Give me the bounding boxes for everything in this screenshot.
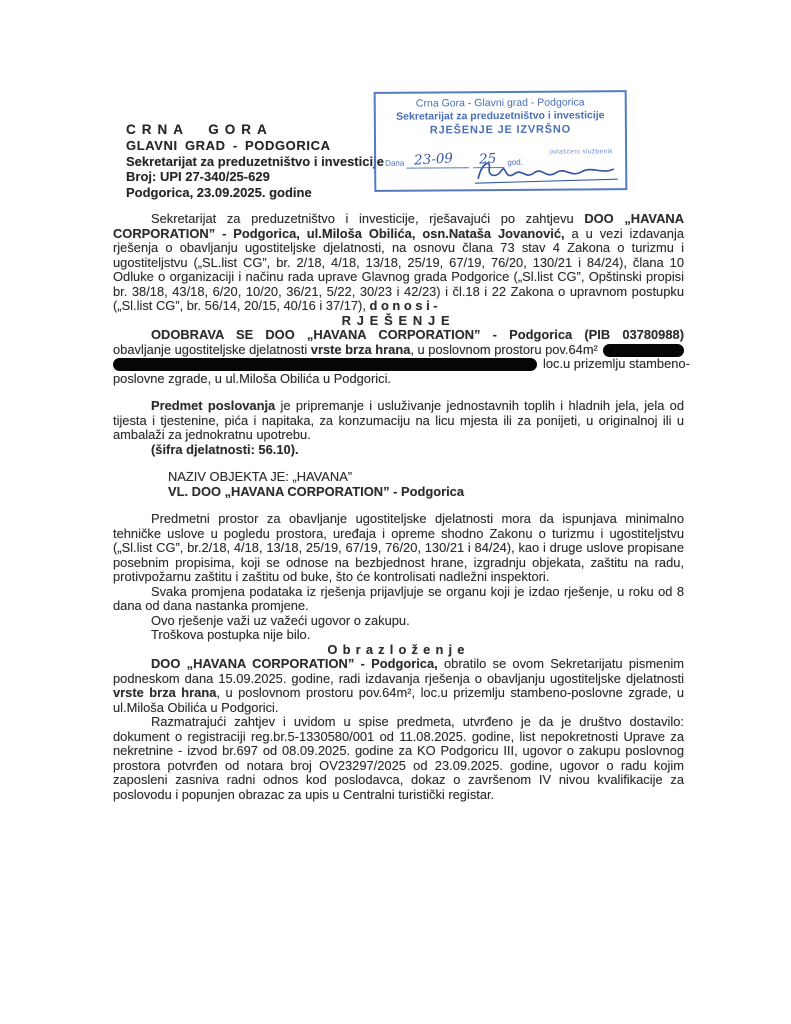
approval-line-3: [113, 356, 690, 372]
intro-paragraph: [113, 212, 684, 314]
stamp-date-label: Dana: [385, 158, 405, 168]
activity-code-line: (šifra djelatnosti: 56.10).: [151, 441, 299, 457]
stamp-executed-text: RJEŠENJE JE IZVRŠNO: [429, 123, 572, 137]
letterhead: [126, 122, 384, 201]
approval-location-text: loc.u prizemlju stambeno-: [543, 356, 690, 371]
decision-heading: RJEŠENJE: [341, 312, 456, 328]
letterhead-city: GLAVNI GRAD - PODGORICA: [126, 137, 331, 153]
letterhead-country: CRNA GORA: [126, 122, 273, 137]
explanation-heading: Obrazloženje: [327, 641, 470, 657]
redaction-bar-1: [603, 344, 684, 357]
object-name-line: NAZIV OBJEKTA JE: „HAVANA”: [168, 469, 353, 484]
costs-line: Troškova postupka nije bilo.: [151, 627, 311, 642]
intro-text-1: Sekretarijat za preduzetništvo i investicije, rješavajući po zahtjevu: [151, 211, 585, 226]
approval-line-4: poslovne zgrade, u ul.Miloša Obilića u Podgorici.: [113, 370, 392, 386]
stamp-handwritten-year: 25: [478, 150, 497, 168]
intro-company-bold: DOO „HAVANA CORPORATION” - Podgorica, ul.Miloša Obilića, osn.Nataša Jovanović,: [113, 211, 685, 241]
subject-lead-bold: Predmet poslovanja: [151, 398, 276, 413]
stamp-department-line: Sekretarijat za preduzetništvo i investicije: [396, 109, 605, 123]
letterhead-case-number: Broj: UPI 27-340/25-629: [126, 169, 270, 185]
document-body: [113, 211, 690, 802]
explanation-company-bold: DOO „HAVANA CORPORATION” - Podgorica,: [151, 656, 438, 671]
explanation-paragraph-1: [113, 657, 684, 715]
approval-fastfood-bold: vrste brza hrana: [310, 341, 411, 357]
letterhead-department: Sekretarijat za preduzetništvo i investicije: [126, 153, 384, 169]
approval-text-area: , u poslovnom prostoru pov.64m²: [410, 341, 598, 357]
explanation-fastfood-bold: vrste brza hrana: [113, 685, 217, 700]
executed-stamp: [374, 90, 628, 192]
approval-paragraph: [113, 327, 690, 386]
owner-line: VL. DOO „HAVANA CORPORATION” - Podgorica: [168, 483, 465, 499]
stamp-date-suffix: god.: [507, 157, 523, 167]
stamp-officer-label: ovlašćeni službenik: [549, 148, 614, 156]
lease-validity-line: Ovo rješenje važi uz važeći ugovor o zakupu.: [151, 612, 410, 628]
explanation-text-2: , u poslovnom prostoru pov.64m², loc.u prizemlju stambeno-poslovne zgrade, u ul.Miloša Obilića u Podgorici.: [113, 685, 684, 715]
explanation-paragraph-2: Razmatrajući zahtjev i uvidom u spise predmeta, utvrđeno je da je društvo dostavilo: dokument o registraciji reg.br.5-1330580/001 od 11.08.2025. godine, list nepokretnosti Uprave za nekretnine - izvod br.697 od 08.09.2025. godine za KO Podgoricu III, ugovor o zakupu poslovnog prostora potvrđen od notara broj OV23297/2025 od 23.09.2025. godine, ugovor o radu kojim zaposleni zasniva radni odnos kod poslodavca, dokaz o završenom IV nivou kvalifikacije za poslovodu i popunjen obrazac za upis u Centralni turistički registar.: [113, 714, 684, 802]
change-notice-paragraph: Svaka promjena podataka iz rješenja prijavljuje se organu koji je izdao rješenje, u roku od 8 dana od dana nastanka promjene.: [113, 583, 684, 613]
business-subject-paragraph: [113, 399, 684, 443]
stamp-handwritten-day: 23-09: [413, 150, 454, 169]
subject-text: je pripremanje i usluživanje jednostavnih toplih i hladnih jela, jela od tijesta i tjestenine, pića i napitaka, za konzumaciju na licu mjesta ili za ponijeti, u originalnoj ili u ambalaži za jednokratnu upotrebu.: [113, 398, 685, 442]
redaction-bar-2: [113, 358, 537, 371]
intro-text-2: a u vezi izdavanja rješenja o obavljanju ugostiteljske djelatnosti, na osnovu člana 73 stav 4 Zakona o turizmu i ugostiteljstvu („SL.list CG”, br. 2/18, 4/18, 13/18, 25/19, 67/19, 76/20, 130/21 i 84/24), člana 10 Odluke o organizaciji i načinu rada uprave Glavnog grada Podgorice („Sl.list CG”, Opštinski propisi br. 38/18, 43/18, 6/20, 10/20, 36/21, 5/22, 30/23 i 42/23) i čl.18 i 22 Zakona o upravnom postupku („Sl.list CG”, br. 56/14, 20/15, 40/16 i 37/17),: [113, 225, 684, 313]
approval-line-1: ODOBRAVA SE DOO „HAVANA CORPORATION” - Podgorica (PIB 03780988): [151, 327, 684, 342]
intro-donosi-bold: d o n o s i -: [369, 298, 438, 313]
approval-line-2: [113, 343, 684, 358]
letterhead-place-date: Podgorica, 23.09.2025. godine: [126, 185, 312, 201]
explanation-text-1: obratilo se ovom Sekretarijatu pismenim podneskom dana 15.09.2025. godine, radi izdavanja rješenja o obavljanju ugostiteljske djelatnosti: [113, 656, 684, 686]
stamp-authority-line: Crna Gora - Glavni grad - Podgorica: [415, 96, 585, 110]
approval-text-activity: obavljanje ugostiteljske djelatnosti: [113, 341, 311, 357]
technical-conditions-paragraph: Predmetni prostor za obavljanje ugostiteljske djelatnosti mora da ispunjava minimalno tehničke uslove u pogledu prostora, uređaja i opreme shodno Zakonu o turizmu i ugostiteljstvu („Sl.list CG”, br.2/18, 4/18, 13/18, 25/19, 67/19, 76/20, 130/21 i 84/24), kao i druge uslove propisane posebnim propisima, koji se odnose na bezbjednost hrane, izgradnju objekata, zaštitu na radu, protivpožarnu zaštitu i zaštitu od buke, što će kontrolisati nadležni inspektori.: [113, 511, 684, 584]
